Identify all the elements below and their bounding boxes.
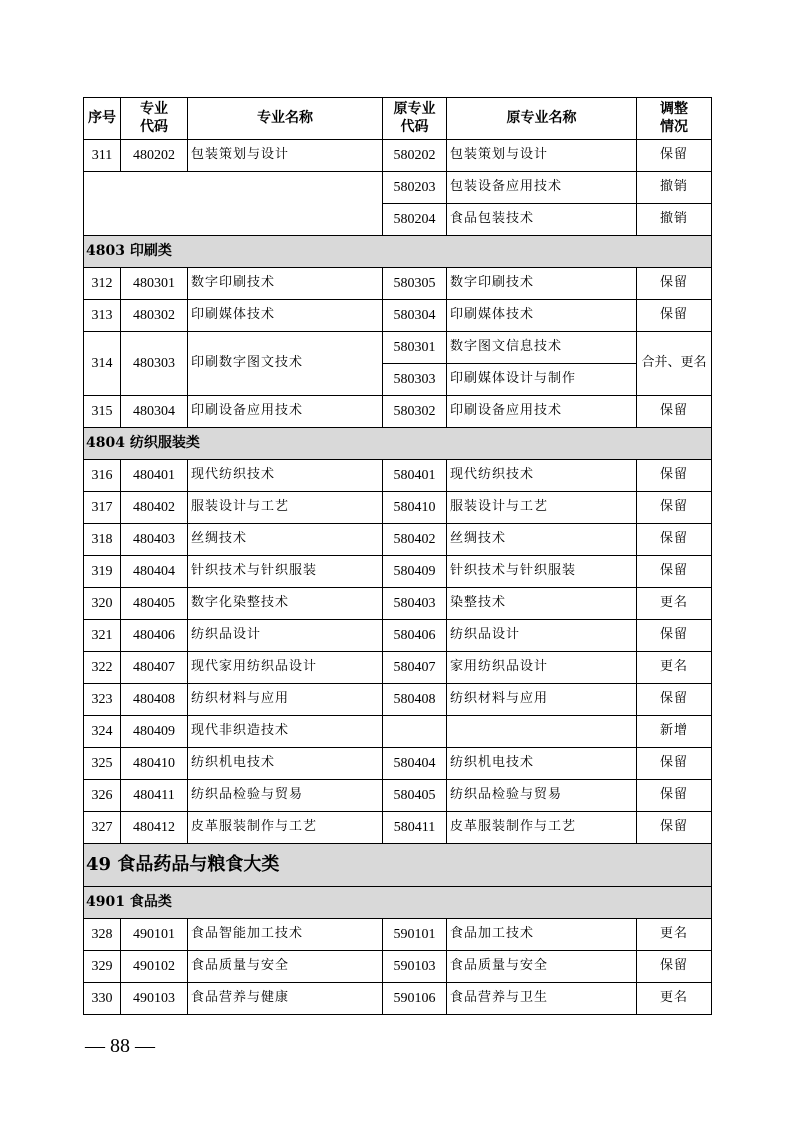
code-cell: 480202 <box>121 140 188 172</box>
code-cell: 480304 <box>121 396 188 428</box>
code-cell: 480401 <box>121 460 188 492</box>
seq-cell: 311 <box>84 140 121 172</box>
name-cell: 食品营养与健康 <box>188 983 383 1015</box>
status-cell: 保留 <box>637 300 712 332</box>
status-cell: 保留 <box>637 812 712 844</box>
orig-name-cell <box>447 716 637 748</box>
status-cell: 更名 <box>637 919 712 951</box>
table-header-row <box>84 98 712 140</box>
name-cell: 现代纺织技术 <box>188 460 383 492</box>
orig-code-cell: 580405 <box>383 780 447 812</box>
status-cell: 新增 <box>637 716 712 748</box>
orig-name-cell: 印刷媒体设计与制作 <box>447 364 637 396</box>
orig-code-cell: 580304 <box>383 300 447 332</box>
category-row-49 <box>84 844 712 887</box>
status-cell: 保留 <box>637 524 712 556</box>
orig-name-cell: 丝绸技术 <box>447 524 637 556</box>
orig-name-cell: 染整技术 <box>447 588 637 620</box>
orig-name-cell: 食品营养与卫生 <box>447 983 637 1015</box>
table-row <box>84 812 712 844</box>
orig-code-cell: 580407 <box>383 652 447 684</box>
name-cell: 食品智能加工技术 <box>188 919 383 951</box>
status-cell: 撤销 <box>637 172 712 204</box>
status-cell: 保留 <box>637 396 712 428</box>
code-cell: 480404 <box>121 556 188 588</box>
seq-cell: 317 <box>84 492 121 524</box>
orig-code-cell: 580402 <box>383 524 447 556</box>
header-seq: 序号 <box>84 98 121 140</box>
table-row <box>84 652 712 684</box>
category-row-4804 <box>84 428 712 460</box>
seq-cell: 319 <box>84 556 121 588</box>
orig-code-cell <box>383 716 447 748</box>
code-cell: 490102 <box>121 951 188 983</box>
table-row <box>84 919 712 951</box>
status-cell: 更名 <box>637 652 712 684</box>
name-cell: 包装策划与设计 <box>188 140 383 172</box>
code-cell: 480410 <box>121 748 188 780</box>
orig-name-cell: 印刷媒体技术 <box>447 300 637 332</box>
code-cell: 480409 <box>121 716 188 748</box>
table-row <box>84 588 712 620</box>
orig-code-cell: 580303 <box>383 364 447 396</box>
code-cell: 480405 <box>121 588 188 620</box>
code-cell: 480406 <box>121 620 188 652</box>
name-cell: 皮革服装制作与工艺 <box>188 812 383 844</box>
code-cell: 480411 <box>121 780 188 812</box>
header-status: 调整 情况 <box>637 98 712 140</box>
orig-code-cell: 580408 <box>383 684 447 716</box>
orig-name-cell: 纺织材料与应用 <box>447 684 637 716</box>
code-cell: 480303 <box>121 332 188 396</box>
name-cell: 数字印刷技术 <box>188 268 383 300</box>
table-row <box>84 983 712 1015</box>
status-cell: 保留 <box>637 684 712 716</box>
header-orig-name: 原专业名称 <box>447 98 637 140</box>
major-category-label: 49 食品药品与粮食大类 <box>84 844 712 887</box>
name-cell: 纺织材料与应用 <box>188 684 383 716</box>
page-number: — 88 — <box>85 1035 155 1057</box>
status-cell: 保留 <box>637 140 712 172</box>
orig-name-cell: 食品加工技术 <box>447 919 637 951</box>
orig-code-cell: 590106 <box>383 983 447 1015</box>
status-cell: 保留 <box>637 268 712 300</box>
seq-cell: 329 <box>84 951 121 983</box>
catalog-table-container <box>83 97 712 1015</box>
status-cell: 撤销 <box>637 204 712 236</box>
seq-cell: 324 <box>84 716 121 748</box>
seq-cell: 328 <box>84 919 121 951</box>
table-row <box>84 332 712 364</box>
table-row <box>84 492 712 524</box>
table-row <box>84 300 712 332</box>
code-cell: 480403 <box>121 524 188 556</box>
status-cell: 保留 <box>637 620 712 652</box>
status-cell: 保留 <box>637 460 712 492</box>
table-row <box>84 524 712 556</box>
name-cell: 纺织品设计 <box>188 620 383 652</box>
status-cell: 保留 <box>637 556 712 588</box>
orig-code-cell: 580411 <box>383 812 447 844</box>
seq-cell: 314 <box>84 332 121 396</box>
table-row <box>84 684 712 716</box>
orig-name-cell: 数字印刷技术 <box>447 268 637 300</box>
name-cell: 丝绸技术 <box>188 524 383 556</box>
code-cell: 480301 <box>121 268 188 300</box>
table-row <box>84 716 712 748</box>
seq-cell: 323 <box>84 684 121 716</box>
seq-cell: 322 <box>84 652 121 684</box>
orig-name-cell: 家用纺织品设计 <box>447 652 637 684</box>
name-cell: 数字化染整技术 <box>188 588 383 620</box>
orig-code-cell: 580305 <box>383 268 447 300</box>
table-row <box>84 396 712 428</box>
orig-code-cell: 580203 <box>383 172 447 204</box>
orig-name-cell: 印刷设备应用技术 <box>447 396 637 428</box>
orig-code-cell: 580409 <box>383 556 447 588</box>
name-cell: 印刷设备应用技术 <box>188 396 383 428</box>
seq-cell: 330 <box>84 983 121 1015</box>
seq-cell: 312 <box>84 268 121 300</box>
orig-code-cell: 580202 <box>383 140 447 172</box>
orig-name-cell: 纺织机电技术 <box>447 748 637 780</box>
category-row-4803 <box>84 236 712 268</box>
seq-cell: 326 <box>84 780 121 812</box>
seq-cell: 315 <box>84 396 121 428</box>
orig-code-cell: 580301 <box>383 332 447 364</box>
status-cell: 合并、更名 <box>637 332 712 396</box>
orig-name-cell: 食品包装技术 <box>447 204 637 236</box>
header-orig-code: 原专业 代码 <box>383 98 447 140</box>
name-cell: 针织技术与针织服装 <box>188 556 383 588</box>
orig-name-cell: 纺织品设计 <box>447 620 637 652</box>
orig-code-cell: 590103 <box>383 951 447 983</box>
orig-code-cell: 580403 <box>383 588 447 620</box>
category-label: 4901 食品类 <box>84 887 712 919</box>
name-cell: 现代非织造技术 <box>188 716 383 748</box>
name-cell: 纺织品检验与贸易 <box>188 780 383 812</box>
seq-cell: 325 <box>84 748 121 780</box>
name-cell: 印刷媒体技术 <box>188 300 383 332</box>
orig-code-cell: 580406 <box>383 620 447 652</box>
status-cell: 更名 <box>637 983 712 1015</box>
code-cell: 480407 <box>121 652 188 684</box>
table-row <box>84 140 712 172</box>
orig-code-cell: 580404 <box>383 748 447 780</box>
table-row <box>84 780 712 812</box>
name-cell: 食品质量与安全 <box>188 951 383 983</box>
table-row <box>84 556 712 588</box>
header-name: 专业名称 <box>188 98 383 140</box>
status-cell: 保留 <box>637 951 712 983</box>
seq-cell: 321 <box>84 620 121 652</box>
name-cell: 印刷数字图文技术 <box>188 332 383 396</box>
orig-name-cell: 包装策划与设计 <box>447 140 637 172</box>
code-cell: 480302 <box>121 300 188 332</box>
name-cell: 服装设计与工艺 <box>188 492 383 524</box>
status-cell: 保留 <box>637 492 712 524</box>
category-label: 4803 印刷类 <box>84 236 712 268</box>
name-cell: 现代家用纺织品设计 <box>188 652 383 684</box>
seq-cell: 313 <box>84 300 121 332</box>
major-catalog-table <box>83 97 712 1015</box>
category-row-4901 <box>84 887 712 919</box>
seq-cell: 318 <box>84 524 121 556</box>
table-row <box>84 620 712 652</box>
orig-name-cell: 皮革服装制作与工艺 <box>447 812 637 844</box>
orig-name-cell: 纺织品检验与贸易 <box>447 780 637 812</box>
orig-name-cell: 现代纺织技术 <box>447 460 637 492</box>
table-row <box>84 748 712 780</box>
orig-code-cell: 580401 <box>383 460 447 492</box>
seq-cell: 316 <box>84 460 121 492</box>
orig-code-cell: 580410 <box>383 492 447 524</box>
table-row <box>84 268 712 300</box>
code-cell: 490101 <box>121 919 188 951</box>
empty-merged-cell <box>84 172 383 236</box>
orig-code-cell: 580204 <box>383 204 447 236</box>
orig-name-cell: 服装设计与工艺 <box>447 492 637 524</box>
orig-name-cell: 针织技术与针织服装 <box>447 556 637 588</box>
code-cell: 480412 <box>121 812 188 844</box>
status-cell: 保留 <box>637 748 712 780</box>
seq-cell: 320 <box>84 588 121 620</box>
table-row <box>84 460 712 492</box>
status-cell: 更名 <box>637 588 712 620</box>
orig-name-cell: 食品质量与安全 <box>447 951 637 983</box>
orig-name-cell: 包装设备应用技术 <box>447 172 637 204</box>
status-cell: 保留 <box>637 780 712 812</box>
table-row <box>84 951 712 983</box>
seq-cell: 327 <box>84 812 121 844</box>
category-label: 4804 纺织服装类 <box>84 428 712 460</box>
header-code: 专业 代码 <box>121 98 188 140</box>
code-cell: 490103 <box>121 983 188 1015</box>
orig-name-cell: 数字图文信息技术 <box>447 332 637 364</box>
orig-code-cell: 580302 <box>383 396 447 428</box>
name-cell: 纺织机电技术 <box>188 748 383 780</box>
code-cell: 480402 <box>121 492 188 524</box>
table-row <box>84 172 712 204</box>
code-cell: 480408 <box>121 684 188 716</box>
orig-code-cell: 590101 <box>383 919 447 951</box>
